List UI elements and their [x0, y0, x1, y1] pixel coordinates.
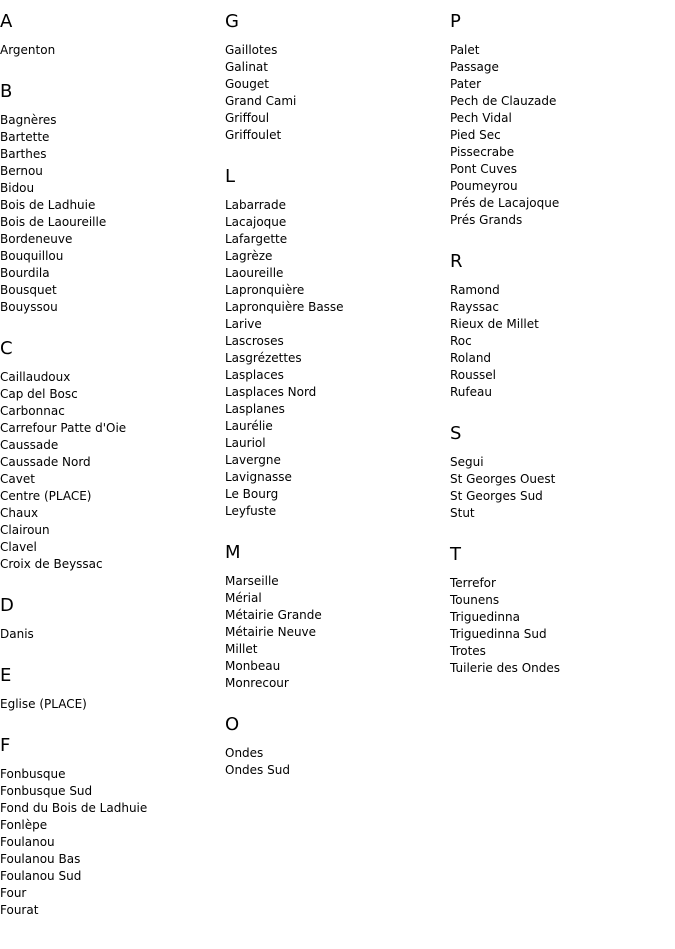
letter-heading: R [450, 251, 463, 272]
place-item[interactable]: Laoureille [225, 266, 284, 280]
place-item[interactable]: Lauriol [225, 436, 266, 450]
place-list [225, 42, 447, 144]
letter-heading: F [0, 735, 11, 756]
place-item[interactable]: Lagrèze [225, 249, 273, 263]
place-item[interactable]: St Georges Ouest [450, 472, 556, 486]
place-item[interactable]: Foulanou [0, 835, 55, 849]
place-item[interactable]: Argenton [0, 43, 56, 57]
directory-column-3 [450, 0, 672, 677]
place-item[interactable]: Lafargette [225, 232, 288, 246]
letter-heading: M [225, 542, 241, 563]
place-item[interactable]: Grand Cami [225, 94, 297, 108]
place-list [450, 575, 672, 677]
place-item[interactable]: Bagnères [0, 113, 57, 127]
place-item[interactable]: Métairie Grande [225, 608, 322, 622]
place-item[interactable]: Croix de Beyssac [0, 557, 103, 571]
place-item[interactable]: Pont Cuves [450, 162, 517, 176]
letter-group-f [0, 736, 222, 919]
place-item[interactable]: Clavel [0, 540, 37, 554]
place-item[interactable]: Millet [225, 642, 258, 656]
place-item[interactable]: Caussade Nord [0, 455, 91, 469]
place-item[interactable]: Foulanou Sud [0, 869, 82, 883]
place-item[interactable]: Chaux [0, 506, 39, 520]
place-item[interactable]: Rufeau [450, 385, 492, 399]
place-list [0, 626, 222, 643]
place-list [225, 573, 447, 692]
directory-column-2 [225, 0, 447, 779]
letter-heading: P [450, 11, 461, 32]
place-item[interactable]: Pater [450, 77, 482, 91]
place-item[interactable]: Monrecour [225, 676, 289, 690]
place-item[interactable]: Caillaudoux [0, 370, 71, 384]
letter-heading: A [0, 11, 13, 32]
letter-heading: E [0, 665, 12, 686]
letter-group-d [0, 596, 222, 643]
place-item[interactable]: Barthes [0, 147, 47, 161]
place-item[interactable]: Segui [450, 455, 484, 469]
place-item[interactable]: Larive [225, 317, 262, 331]
place-item[interactable]: St Georges Sud [450, 489, 543, 503]
place-item[interactable]: Tounens [450, 593, 500, 607]
place-item[interactable]: Leyfuste [225, 504, 277, 518]
place-item[interactable]: Bordeneuve [0, 232, 73, 246]
letter-group-e [0, 666, 222, 713]
place-item[interactable]: Prés de Lacajoque [450, 196, 560, 210]
directory-column-1 [0, 0, 222, 919]
place-item[interactable]: Gouget [225, 77, 269, 91]
place-list [450, 42, 672, 229]
place-item[interactable]: Trotes [450, 644, 486, 658]
place-item[interactable]: Fourat [0, 903, 39, 917]
letter-heading: S [450, 423, 462, 444]
place-item[interactable]: Monbeau [225, 659, 281, 673]
place-item[interactable]: Galinat [225, 60, 268, 74]
place-item[interactable]: Foulanou Bas [0, 852, 81, 866]
place-item[interactable]: Roc [450, 334, 472, 348]
place-list [450, 454, 672, 522]
place-item[interactable]: Gaillotes [225, 43, 278, 57]
place-item[interactable]: Bois de Ladhuie [0, 198, 96, 212]
letter-heading: O [225, 714, 240, 735]
place-item[interactable]: Lavignasse [225, 470, 292, 484]
letter-group-t [450, 545, 672, 677]
letter-group-s [450, 424, 672, 522]
place-item[interactable]: Mérial [225, 591, 262, 605]
place-item[interactable]: Clairoun [0, 523, 50, 537]
place-item[interactable]: Rieux de Millet [450, 317, 539, 331]
letter-group-g [225, 12, 447, 144]
place-list [0, 696, 222, 713]
place-item[interactable]: Lacajoque [225, 215, 287, 229]
letter-heading: C [0, 338, 13, 359]
place-item[interactable]: Lasgrézettes [225, 351, 302, 365]
letter-group-o [225, 715, 447, 779]
letter-heading: L [225, 166, 236, 187]
letter-group-b [0, 82, 222, 316]
place-item[interactable]: Bouyssou [0, 300, 58, 314]
place-item[interactable]: Triguedinna Sud [450, 627, 547, 641]
place-item[interactable]: Carbonnac [0, 404, 65, 418]
place-item[interactable]: Passage [450, 60, 499, 74]
place-item[interactable]: Bidou [0, 181, 35, 195]
place-item[interactable]: Ondes [225, 746, 264, 760]
place-item[interactable]: Poumeyrou [450, 179, 518, 193]
place-item[interactable]: Pissecrabe [450, 145, 515, 159]
place-item[interactable]: Le Bourg [225, 487, 279, 501]
letter-group-r [450, 252, 672, 401]
place-list [0, 369, 222, 573]
place-item[interactable]: Fonbusque Sud [0, 784, 93, 798]
place-item[interactable]: Triguedinna [450, 610, 520, 624]
place-item[interactable]: Lavergne [225, 453, 281, 467]
letter-group-m [225, 543, 447, 692]
place-item[interactable]: Bousquet [0, 283, 57, 297]
place-item[interactable]: Fond du Bois de Ladhuie [0, 801, 148, 815]
place-item[interactable]: Centre (PLACE) [0, 489, 92, 503]
place-item[interactable]: Terrefor [450, 576, 496, 590]
place-item[interactable]: Bois de Laoureille [0, 215, 107, 229]
place-item[interactable]: Roussel [450, 368, 496, 382]
place-item[interactable]: Laurélie [225, 419, 273, 433]
place-list [0, 42, 222, 59]
place-item[interactable]: Eglise (PLACE) [0, 697, 87, 711]
letter-heading: D [0, 595, 14, 616]
place-item[interactable]: Labarrade [225, 198, 287, 212]
place-item[interactable]: Lapronquière Basse [225, 300, 344, 314]
place-item[interactable]: Caussade [0, 438, 59, 452]
place-item[interactable]: Lasplaces Nord [225, 385, 317, 399]
place-item[interactable]: Ondes Sud [225, 763, 290, 777]
place-item[interactable]: Métairie Neuve [225, 625, 317, 639]
place-item[interactable]: Lascroses [225, 334, 284, 348]
place-item[interactable]: Lasplanes [225, 402, 285, 416]
place-item[interactable]: Bartette [0, 130, 50, 144]
place-item[interactable]: Fonlèpe [0, 818, 48, 832]
place-item[interactable]: Pech de Clauzade [450, 94, 557, 108]
place-item[interactable]: Cavet [0, 472, 35, 486]
place-item[interactable]: Bouquillou [0, 249, 64, 263]
letter-group-l [225, 167, 447, 520]
letter-group-p [450, 12, 672, 229]
place-item[interactable]: Bernou [0, 164, 43, 178]
place-item[interactable]: Lasplaces [225, 368, 284, 382]
place-item[interactable]: Danis [0, 627, 34, 641]
letter-heading: T [450, 544, 461, 565]
place-item[interactable]: Tuilerie des Ondes [450, 661, 560, 675]
place-item[interactable]: Griffoulet [225, 128, 282, 142]
place-item[interactable]: Stut [450, 506, 475, 520]
place-list [225, 745, 447, 779]
place-item[interactable]: Marseille [225, 574, 279, 588]
place-item[interactable]: Pied Sec [450, 128, 501, 142]
place-item[interactable]: Palet [450, 43, 480, 57]
place-list [225, 197, 447, 520]
place-item[interactable]: Roland [450, 351, 492, 365]
place-item[interactable]: Fonbusque [0, 767, 66, 781]
place-item[interactable]: Four [0, 886, 27, 900]
letter-group-a [0, 12, 222, 59]
letter-heading: G [225, 11, 239, 32]
place-item[interactable]: Ramond [450, 283, 500, 297]
letter-group-c [0, 339, 222, 573]
place-item[interactable]: Carrefour Patte d'Oie [0, 421, 127, 435]
letter-heading: B [0, 81, 13, 102]
place-list [450, 282, 672, 401]
place-list [0, 766, 222, 919]
place-item[interactable]: Rayssac [450, 300, 499, 314]
place-item[interactable]: Cap del Bosc [0, 387, 78, 401]
place-list [0, 112, 222, 316]
place-item[interactable]: Pech Vidal [450, 111, 512, 125]
place-item[interactable]: Prés Grands [450, 213, 523, 227]
place-item[interactable]: Bourdila [0, 266, 50, 280]
place-item[interactable]: Lapronquière [225, 283, 305, 297]
place-item[interactable]: Griffoul [225, 111, 270, 125]
